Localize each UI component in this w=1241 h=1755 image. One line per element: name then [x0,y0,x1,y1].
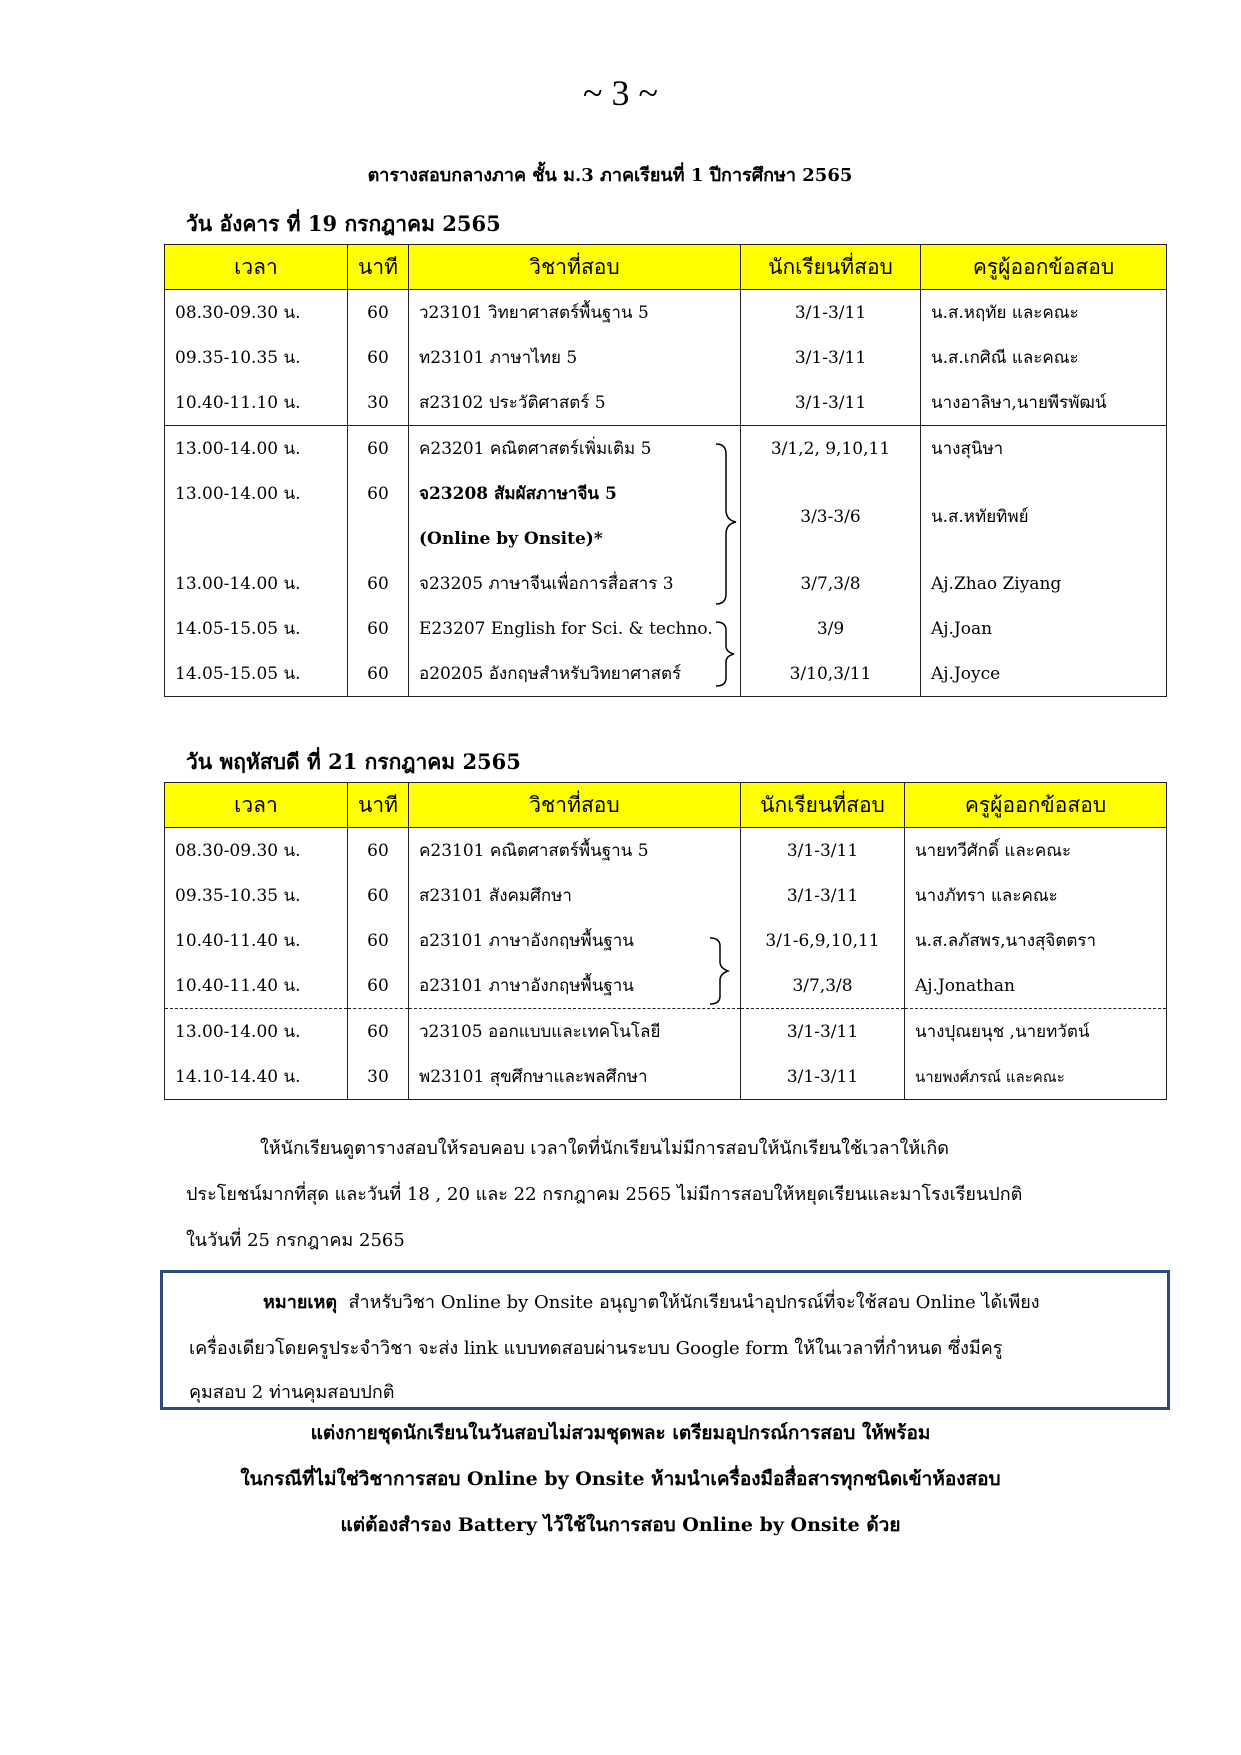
cell-students: 3/1-3/11 [741,290,921,336]
day2-heading: วัน พฤหัสบดี ที่ 21 กรกฎาคม 2565 [186,749,521,774]
cell-minutes: 60 [348,561,409,606]
cell-students: 3/10,3/11 [741,651,921,697]
cell-teacher: น.ส.หทัยทิพย์ [921,494,1167,539]
footer-line-2: ในกรณีที่ไม่ใช่วิชาการสอบ Online by Onsite ห้ามนำเครื่องมือสื่อสารทุกชนิดเข้าห้องสอบ [240,1468,1001,1490]
cell-time: 08.30-09.30 น. [165,828,348,874]
instruction-line-1: ให้นักเรียนดูตารางสอบให้รอบคอบ เวลาใดที่นักเรียนไม่มีการสอบให้นักเรียนใช้เวลาให้เกิด [260,1138,949,1159]
note-label: หมายเหตุ [263,1292,338,1313]
table-row [165,335,1167,380]
header-teacher: ครูผู้ออกข้อสอบ [921,245,1167,290]
table-row [165,1054,1167,1100]
cell-minutes: 60 [348,828,409,874]
cell-subject: พ23101 สุขศึกษาและพลศึกษา [409,1054,741,1100]
cell-students: 3/1-3/11 [741,380,921,426]
header-students: นักเรียนที่สอบ [741,245,921,290]
note-text-1: สำหรับวิชา Online by Onsite อนุญาตให้นักเรียนนำอุปกรณ์ที่จะใช้สอบ Online ได้เพียง [348,1292,1040,1313]
note-box [160,1270,1170,1410]
cell-subject: ว23105 ออกแบบและเทคโนโลยี [409,1009,741,1055]
cell-teacher: Aj.Joan [921,606,1167,651]
table-row [165,606,1167,651]
cell-teacher: Aj.Jonathan [905,963,1167,1009]
cell-time [165,516,348,561]
cell-students: 3/1-3/11 [741,1054,905,1100]
cell-minutes: 60 [348,651,409,697]
cell-subject: อ23101 ภาษาอังกฤษพื้นฐาน [409,963,741,1009]
cell-minutes: 60 [348,335,409,380]
cell-subject: อ20205 อังกฤษสำหรับวิทยาศาสตร์ [409,651,741,697]
cell-subject: อ23101 ภาษาอังกฤษพื้นฐาน [409,918,741,963]
cell-teacher: นายทวีศักดิ์ และคณะ [905,828,1167,874]
cell-students: 3/1-3/11 [741,873,905,918]
cell-subject: E23207 English for Sci. & techno. [409,606,741,651]
day1-heading: วัน อังคาร ที่ 19 กรกฎาคม 2565 [186,211,501,236]
cell-students: 3/1-6,9,10,11 [741,918,905,963]
cell-minutes: 60 [348,1009,409,1055]
cell-subject: ส23102 ประวัติศาสตร์ 5 [409,380,741,426]
table-row [165,873,1167,918]
cell-subject: ค23201 คณิตศาสตร์เพิ่มเติม 5 [409,426,741,472]
header-subject: วิชาที่สอบ [409,245,741,290]
note-line-3: คุมสอบ 2 ท่านคุมสอบปกติ [189,1382,395,1403]
table-row [165,561,1167,606]
instruction-line-3: ในวันที่ 25 กรกฎาคม 2565 [186,1230,405,1251]
document-title: ตารางสอบกลางภาค ชั้น ม.3 ภาคเรียนที่ 1 ปีการศึกษา 2565 [367,165,853,186]
header-time: เวลา [165,783,348,828]
day1-schedule-table [164,244,1167,697]
table-header-row [165,245,1167,290]
cell-students: 3/9 [741,606,921,651]
cell-teacher: นางสุนิษา [921,426,1167,472]
footer-line-1: แต่งกายชุดนักเรียนในวันสอบไม่สวมชุดพละ เตรียมอุปกรณ์การสอบ ให้พร้อม [310,1422,931,1444]
cell-students: 3/1,2, 9,10,11 [741,426,921,472]
table-row [165,516,1167,561]
cell-subject: ค23101 คณิตศาสตร์พื้นฐาน 5 [409,828,741,874]
cell-students: 3/1-3/11 [741,1009,905,1055]
header-teacher: ครูผู้ออกข้อสอบ [905,783,1167,828]
header-minutes: นาที [348,783,409,828]
table-row [165,380,1167,426]
cell-time: 09.35-10.35 น. [165,873,348,918]
day2-schedule-table [164,782,1167,1100]
cell-subject: (Online by Onsite)* [409,516,741,561]
group-brace-icon [706,934,736,1008]
cell-time: 09.35-10.35 น. [165,335,348,380]
cell-students: 3/7,3/8 [741,561,921,606]
cell-time: 14.05-15.05 น. [165,606,348,651]
cell-time: 13.00-14.00 น. [165,561,348,606]
cell-time: 08.30-09.30 น. [165,290,348,336]
cell-minutes: 30 [348,1054,409,1100]
cell-teacher: นางอาลิษา,นายพีรพัฒน์ [921,380,1167,426]
table-row [165,290,1167,336]
cell-minutes: 30 [348,380,409,426]
header-students: นักเรียนที่สอบ [741,783,905,828]
group-brace-icon [712,618,742,690]
cell-minutes: 60 [348,471,409,516]
cell-time: 13.00-14.00 น. [165,426,348,472]
table-header-row [165,783,1167,828]
cell-subject: ส23101 สังคมศึกษา [409,873,741,918]
cell-minutes [348,516,409,561]
cell-teacher: นายพงศ์ภรณ์ และคณะ [905,1054,1167,1100]
table-row [165,651,1167,697]
footer-line-3: แต่ต้องสำรอง Battery ไว้ใช้ในการสอบ Online by Onsite ด้วย [340,1514,901,1536]
cell-time: 10.40-11.40 น. [165,963,348,1009]
cell-students: 3/3-3/6 [741,494,921,539]
cell-subject: จ23208 สัมผัสภาษาจีน 5 [409,471,741,516]
cell-teacher: นางภัทรา และคณะ [905,873,1167,918]
cell-subject: ท23101 ภาษาไทย 5 [409,335,741,380]
page-number: ~ 3 ~ [583,73,658,113]
cell-minutes: 60 [348,606,409,651]
cell-time: 13.00-14.00 น. [165,471,348,516]
cell-subject: ว23101 วิทยาศาสตร์พื้นฐาน 5 [409,290,741,336]
table-row [165,918,1167,963]
cell-students: 3/1-3/11 [741,335,921,380]
header-subject: วิชาที่สอบ [409,783,741,828]
cell-students: 3/7,3/8 [741,963,905,1009]
cell-minutes: 60 [348,426,409,472]
table-row [165,426,1167,472]
table-row [165,828,1167,874]
cell-time: 14.05-15.05 น. [165,651,348,697]
cell-minutes: 60 [348,290,409,336]
cell-teacher: น.ส.เกศิณี และคณะ [921,335,1167,380]
group-brace-icon [712,440,742,610]
table-row [165,1009,1167,1055]
cell-minutes: 60 [348,963,409,1009]
cell-minutes: 60 [348,918,409,963]
cell-time: 14.10-14.40 น. [165,1054,348,1100]
cell-time: 13.00-14.00 น. [165,1009,348,1055]
cell-minutes: 60 [348,873,409,918]
cell-teacher: น.ส.หฤทัย และคณะ [921,290,1167,336]
cell-subject: จ23205 ภาษาจีนเพื่อการสื่อสาร 3 [409,561,741,606]
cell-time: 10.40-11.40 น. [165,918,348,963]
note-line-1 [263,1287,1040,1316]
header-time: เวลา [165,245,348,290]
table-row [165,963,1167,1009]
cell-teacher: นางปุณยนุช ,นายทวัตน์ [905,1009,1167,1055]
cell-students: 3/1-3/11 [741,828,905,874]
instruction-line-2: ประโยชน์มากที่สุด และวันที่ 18 , 20 และ 22 กรกฎาคม 2565 ไม่มีการสอบให้หยุดเรียนและมาโรงเรียนปกติ [186,1184,1023,1205]
cell-teacher: Aj.Joyce [921,651,1167,697]
cell-teacher: Aj.Zhao Ziyang [921,561,1167,606]
cell-time: 10.40-11.10 น. [165,380,348,426]
cell-teacher: น.ส.ลภัสพร,นางสุจิตตรา [905,918,1167,963]
note-line-2: เครื่องเดียวโดยครูประจำวิชา จะส่ง link แบบทดสอบผ่านระบบ Google form ให้ในเวลาที่กำหนด ซึ่งมีครู [189,1338,1003,1359]
header-minutes: นาที [348,245,409,290]
